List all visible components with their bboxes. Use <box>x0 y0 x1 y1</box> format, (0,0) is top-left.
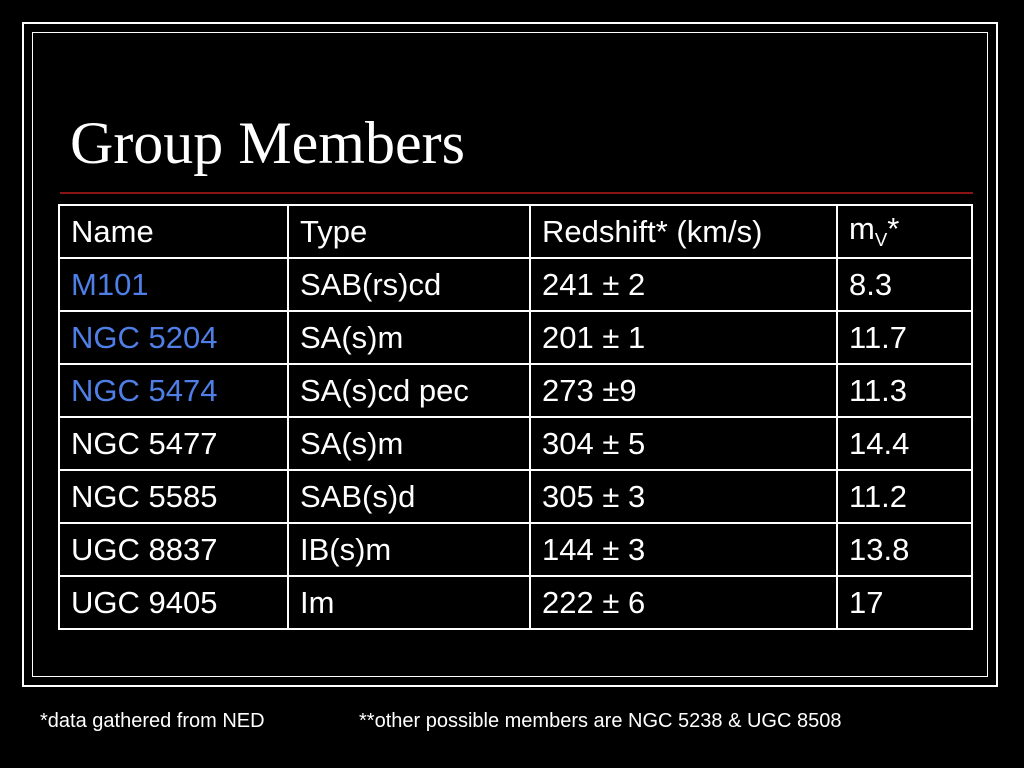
header-magnitude-base: m <box>849 211 875 247</box>
table-header-row <box>59 205 972 258</box>
cell-name <box>59 258 288 311</box>
table-row <box>59 417 972 470</box>
cell-magnitude: 14.4 <box>837 417 972 470</box>
cell-name <box>59 311 288 364</box>
table-row <box>59 311 972 364</box>
table-row <box>59 523 972 576</box>
members-table <box>58 204 973 630</box>
cell-name: UGC 9405 <box>59 576 288 629</box>
cell-name: NGC 5477 <box>59 417 288 470</box>
cell-redshift: 304 ± 5 <box>530 417 837 470</box>
cell-magnitude: 13.8 <box>837 523 972 576</box>
cell-magnitude: 11.7 <box>837 311 972 364</box>
cell-type: SA(s)cd pec <box>288 364 530 417</box>
header-redshift: Redshift* (km/s) <box>530 205 837 258</box>
table-row <box>59 364 972 417</box>
cell-redshift: 305 ± 3 <box>530 470 837 523</box>
cell-type: SA(s)m <box>288 311 530 364</box>
footnote-source: *data gathered from NED <box>40 710 265 732</box>
slide-title: Group Members <box>70 110 465 176</box>
cell-type: SAB(rs)cd <box>288 258 530 311</box>
cell-type: IB(s)m <box>288 523 530 576</box>
cell-redshift: 222 ± 6 <box>530 576 837 629</box>
cell-redshift: 201 ± 1 <box>530 311 837 364</box>
cell-name: UGC 8837 <box>59 523 288 576</box>
galaxy-link[interactable]: NGC 5474 <box>71 372 218 408</box>
cell-type: SA(s)m <box>288 417 530 470</box>
table-row <box>59 576 972 629</box>
table-row <box>59 258 972 311</box>
footnote-other-members: **other possible members are NGC 5238 & UGC 8508 <box>359 710 842 732</box>
members-table-body <box>59 205 972 629</box>
cell-magnitude: 11.3 <box>837 364 972 417</box>
cell-magnitude: 11.2 <box>837 470 972 523</box>
cell-type: SAB(s)d <box>288 470 530 523</box>
header-type: Type <box>288 205 530 258</box>
header-magnitude-sub: V <box>874 229 888 251</box>
cell-type: Im <box>288 576 530 629</box>
header-name: Name <box>59 205 288 258</box>
title-divider <box>60 192 973 194</box>
galaxy-link[interactable]: NGC 5204 <box>71 319 218 355</box>
cell-magnitude: 8.3 <box>837 258 972 311</box>
cell-redshift: 241 ± 2 <box>530 258 837 311</box>
cell-name <box>59 364 288 417</box>
cell-name: NGC 5585 <box>59 470 288 523</box>
header-magnitude <box>837 205 972 258</box>
header-magnitude-suffix: * <box>887 211 900 247</box>
galaxy-link[interactable]: M101 <box>71 266 149 302</box>
cell-redshift: 273 ±9 <box>530 364 837 417</box>
cell-magnitude: 17 <box>837 576 972 629</box>
table-row <box>59 470 972 523</box>
cell-redshift: 144 ± 3 <box>530 523 837 576</box>
